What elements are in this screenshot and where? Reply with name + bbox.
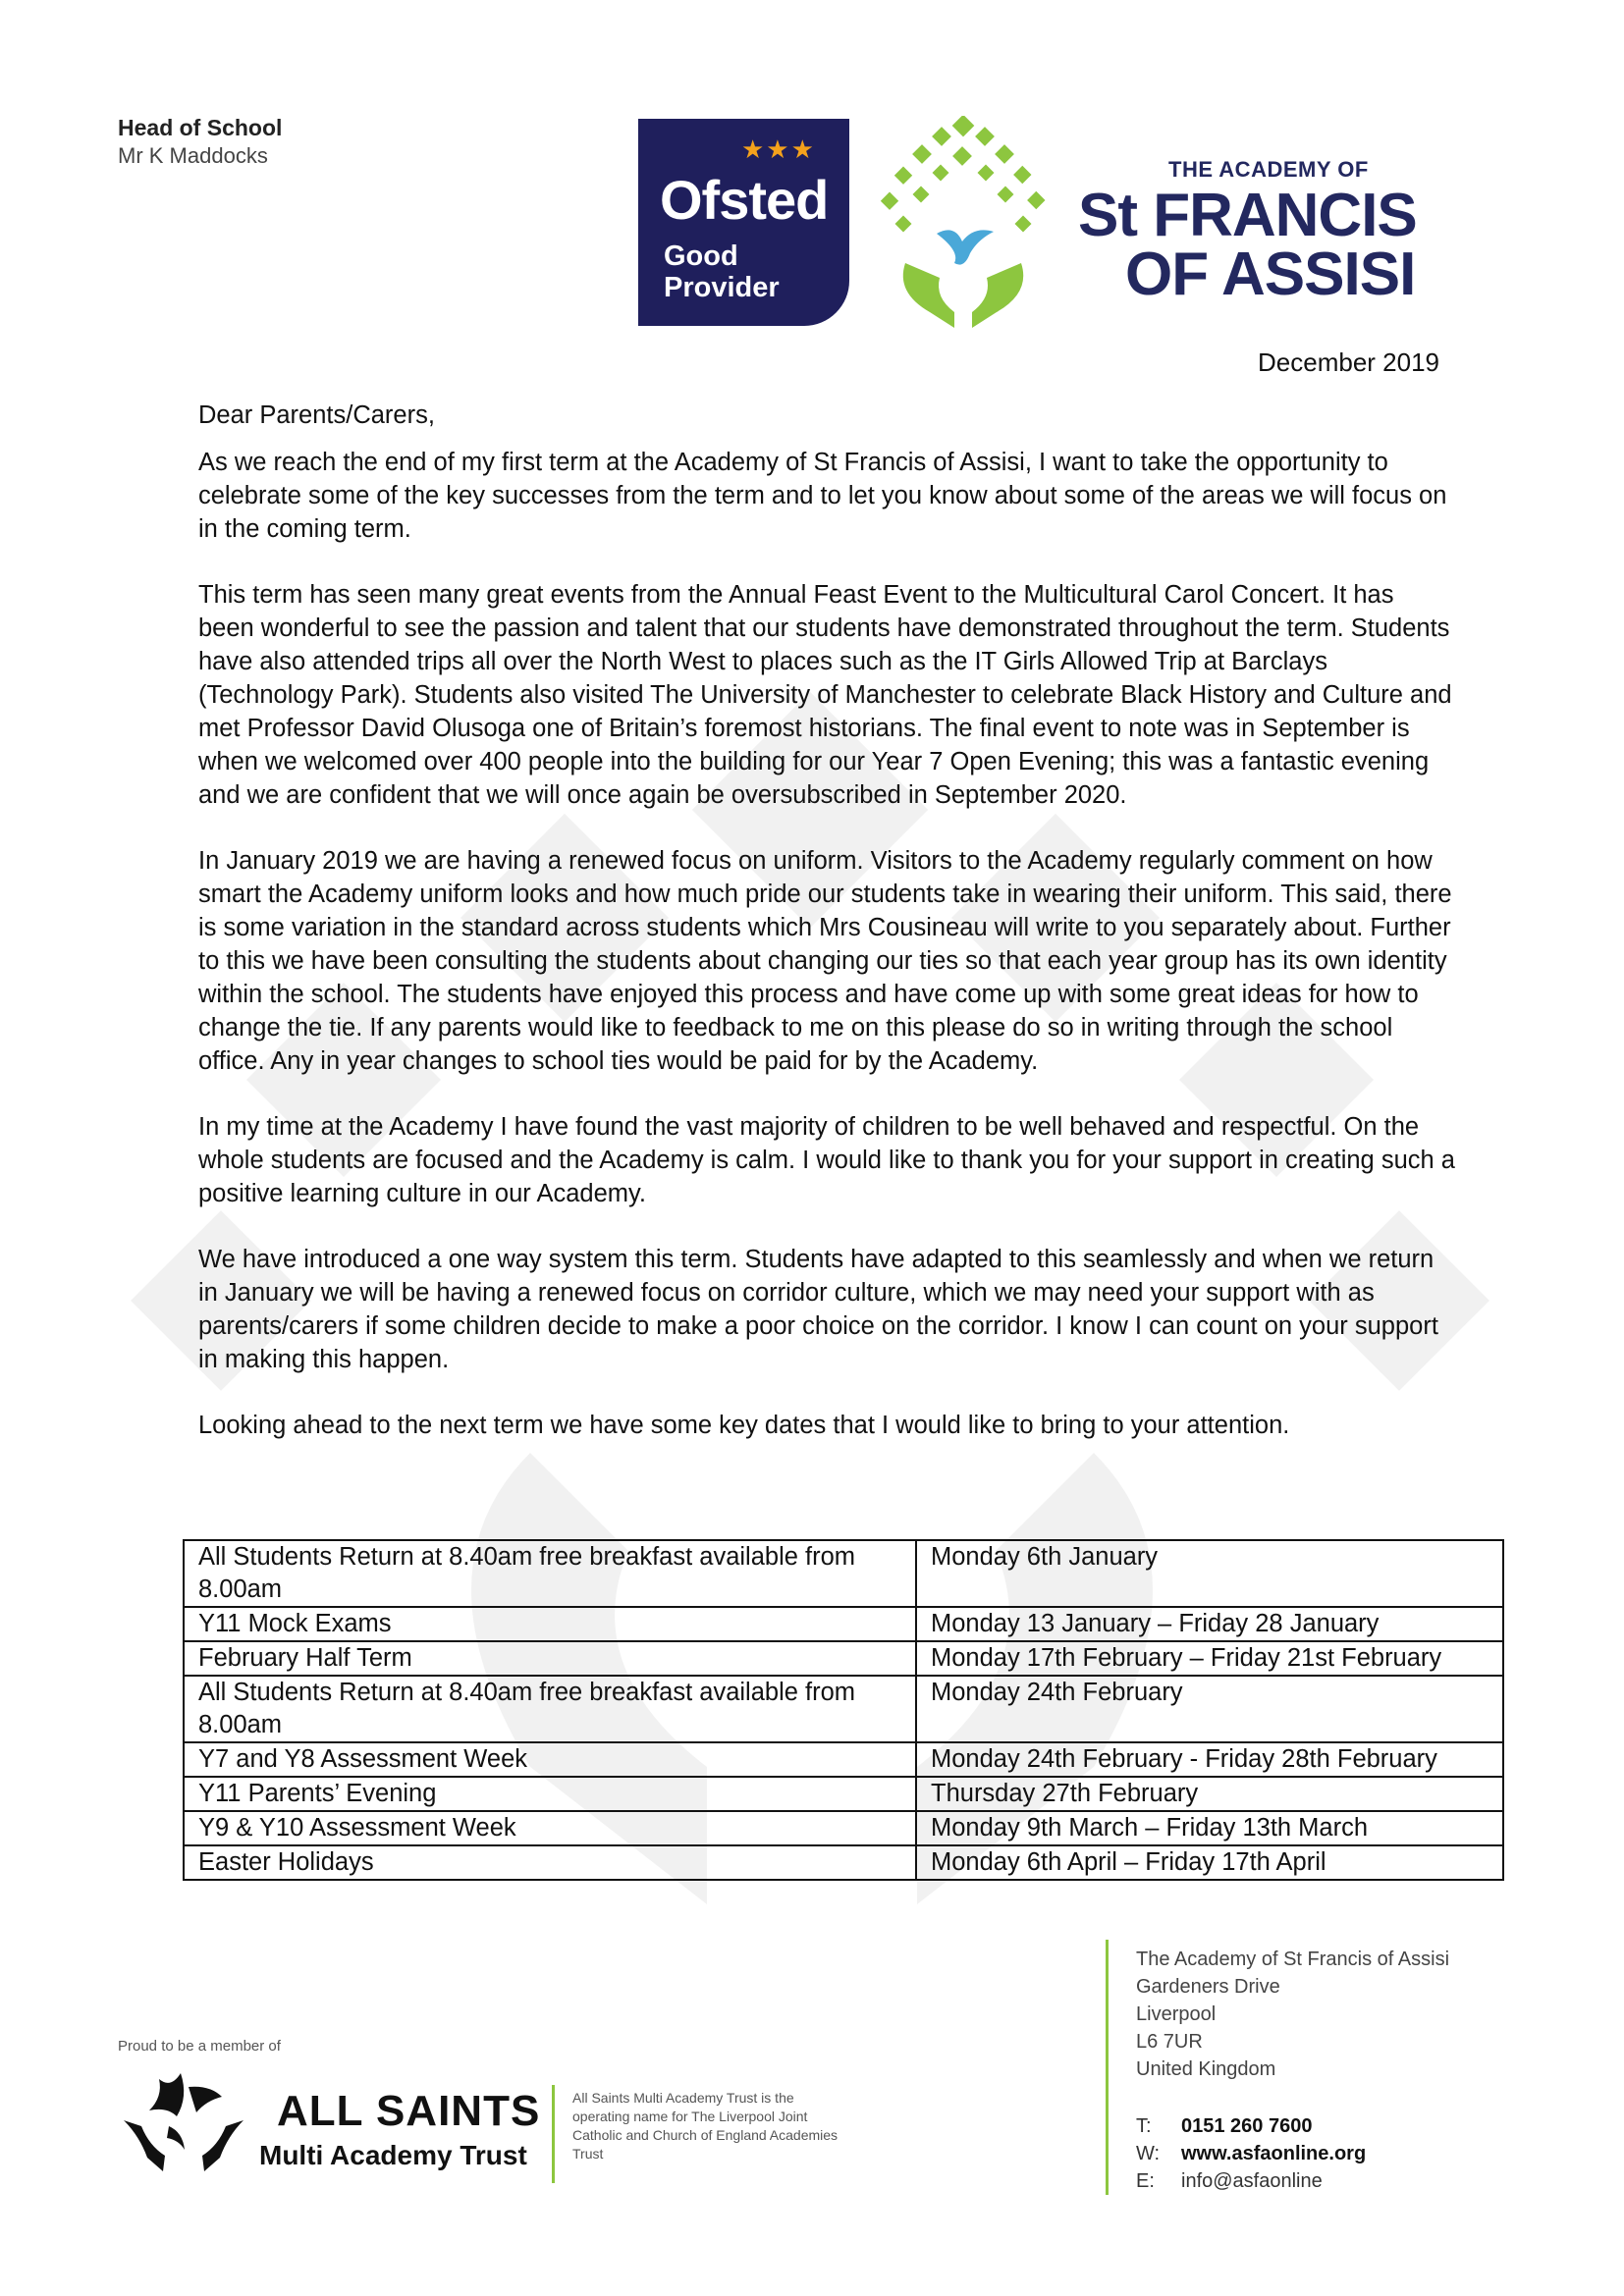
letter-body — [198, 399, 1455, 1474]
web-label: W: — [1136, 2143, 1161, 2164]
all-saints-dove-icon — [120, 2067, 247, 2175]
table-row — [184, 1777, 1503, 1811]
table-row — [184, 1742, 1503, 1777]
key-dates-table — [183, 1539, 1504, 1881]
letter-paragraph: In January 2019 we are having a renewed focus on uniform. Visitors to the Academy regularly comment on how smart the Academy uniform looks and how much pride our students take in wearing their uniform. This said, there is some variation in the standard across students which Mrs Cousineau will write to you separately about. Further to this we have been consulting the students about changing our ties so that each year group has its own identity within the school. The students have enjoyed this process and have come up with some great ideas for how to change the tie. If any parents would like to feedback to me on this please do so in writing through the school office. Any in year changes to school ties would be paid for by the Academy. — [198, 847, 1452, 1075]
academy-logo-line2: St FRANCIS — [1078, 182, 1417, 249]
date-cell: Monday 6th January — [916, 1540, 1503, 1607]
event-cell: Y9 & Y10 Assessment Week — [184, 1811, 916, 1845]
ofsted-rating-line1: Good — [664, 240, 738, 272]
address-line: The Academy of St Francis of Assisi — [1136, 1949, 1450, 1970]
event-cell: All Students Return at 8.40am free breakfast available from 8.00am — [184, 1540, 916, 1607]
letter-paragraph: We have introduced a one way system this term. Students have adapted to this seamlessly and when we return in January we will be having a renewed focus on corridor culture, which we may need your support with as parents/carers if some children decide to make a poor choice on the corridor. I know I can count on your support in making this happen. — [198, 1246, 1438, 1373]
email-label: E: — [1136, 2170, 1155, 2192]
academy-logo-line3: OF ASSISI — [1125, 240, 1416, 308]
head-of-school-title: Head of School — [118, 115, 283, 140]
trust-subtitle: Multi Academy Trust — [259, 2140, 527, 2170]
ofsted-rating-line2: Provider — [664, 272, 780, 303]
table-row — [184, 1845, 1503, 1880]
date-cell: Monday 13 January – Friday 28 January — [916, 1607, 1503, 1641]
date-cell: Monday 17th February – Friday 21st February — [916, 1641, 1503, 1676]
address-line: Liverpool — [1136, 2003, 1217, 2025]
membership-caption: Proud to be a member of — [118, 2038, 281, 2055]
website-link[interactable]: www.asfaonline.org — [1181, 2143, 1367, 2164]
event-cell: Y11 Mock Exams — [184, 1607, 916, 1641]
event-cell: Easter Holidays — [184, 1845, 916, 1880]
address-line: L6 7UR — [1136, 2031, 1203, 2053]
event-cell: Y11 Parents’ Evening — [184, 1777, 916, 1811]
table-row — [184, 1540, 1503, 1607]
trust-name: ALL SAINTS — [277, 2087, 541, 2135]
letter-paragraph: As we reach the end of my first term at the Academy of St Francis of Assisi, I want to take the opportunity to celebrate some of the key successes from the term and to let you know about some of the areas we will focus on in the coming term. — [198, 449, 1447, 543]
table-row — [184, 1811, 1503, 1845]
date-cell: Monday 9th March – Friday 13th March — [916, 1811, 1503, 1845]
letter-greeting: Dear Parents/Carers, — [198, 401, 435, 429]
table-row — [184, 1641, 1503, 1676]
letter-paragraph: In my time at the Academy I have found the vast majority of children to be well behaved and respectful. On the whole students are focused and the Academy is calm. I would like to thank you for your support in creating such a positive learning culture in our Academy. — [198, 1113, 1455, 1207]
phone-number: 0151 260 7600 — [1181, 2115, 1313, 2137]
letter-paragraph: Looking ahead to the next term we have some key dates that I would like to bring to your attention. — [198, 1412, 1290, 1439]
event-cell: Y7 and Y8 Assessment Week — [184, 1742, 916, 1777]
academy-tree-logo-icon — [876, 116, 1051, 332]
date-cell: Monday 6th April – Friday 17th April — [916, 1845, 1503, 1880]
letter-paragraph: This term has seen many great events from the Annual Feast Event to the Multicultural Carol Concert. It has been wonderful to see the passion and talent that our students have demonstrated throughout the term. Students have also attended trips all over the North West to places such as the IT Girls Allowed Trip at Barclays (Technology Park). Students also visited The University of Manchester to celebrate Black History and Culture and met Professor David Olusoga one of Britain’s foremost historians. The final event to note was in September is when we welcomed over 400 people into the building for our Year 7 Open Evening; this was a fantastic evening and we are confident that we will once again be oversubscribed in September 2020. — [198, 581, 1452, 809]
address-divider — [1106, 1940, 1109, 2195]
event-cell: All Students Return at 8.40am free breakfast available from 8.00am — [184, 1676, 916, 1742]
contact-details — [1136, 2112, 1366, 2195]
ofsted-wordmark: Ofsted — [660, 169, 829, 231]
address-line: Gardeners Drive — [1136, 1976, 1280, 1998]
trust-divider — [552, 2085, 555, 2183]
phone-label: T: — [1136, 2115, 1152, 2137]
trust-note: All Saints Multi Academy Trust is the operating name for The Liverpool Joint Catholic and Church of England Academies Trust — [572, 2090, 839, 2162]
ofsted-badge — [638, 119, 849, 326]
head-of-school-name: Mr K Maddocks — [118, 143, 268, 168]
date-cell: Monday 24th February — [916, 1676, 1503, 1742]
date-cell: Thursday 27th February — [916, 1777, 1503, 1811]
email-link[interactable]: info@asfaonline — [1181, 2170, 1323, 2192]
table-row — [184, 1676, 1503, 1742]
letter-date: December 2019 — [1258, 347, 1439, 377]
academy-logo-line1: THE ACADEMY OF — [1168, 157, 1369, 182]
school-address — [1136, 1946, 1449, 2083]
ofsted-stars-icon: ★★★ — [741, 134, 816, 164]
table-row — [184, 1607, 1503, 1641]
address-line: United Kingdom — [1136, 2058, 1276, 2080]
date-cell: Monday 24th February - Friday 28th February — [916, 1742, 1503, 1777]
event-cell: February Half Term — [184, 1641, 916, 1676]
